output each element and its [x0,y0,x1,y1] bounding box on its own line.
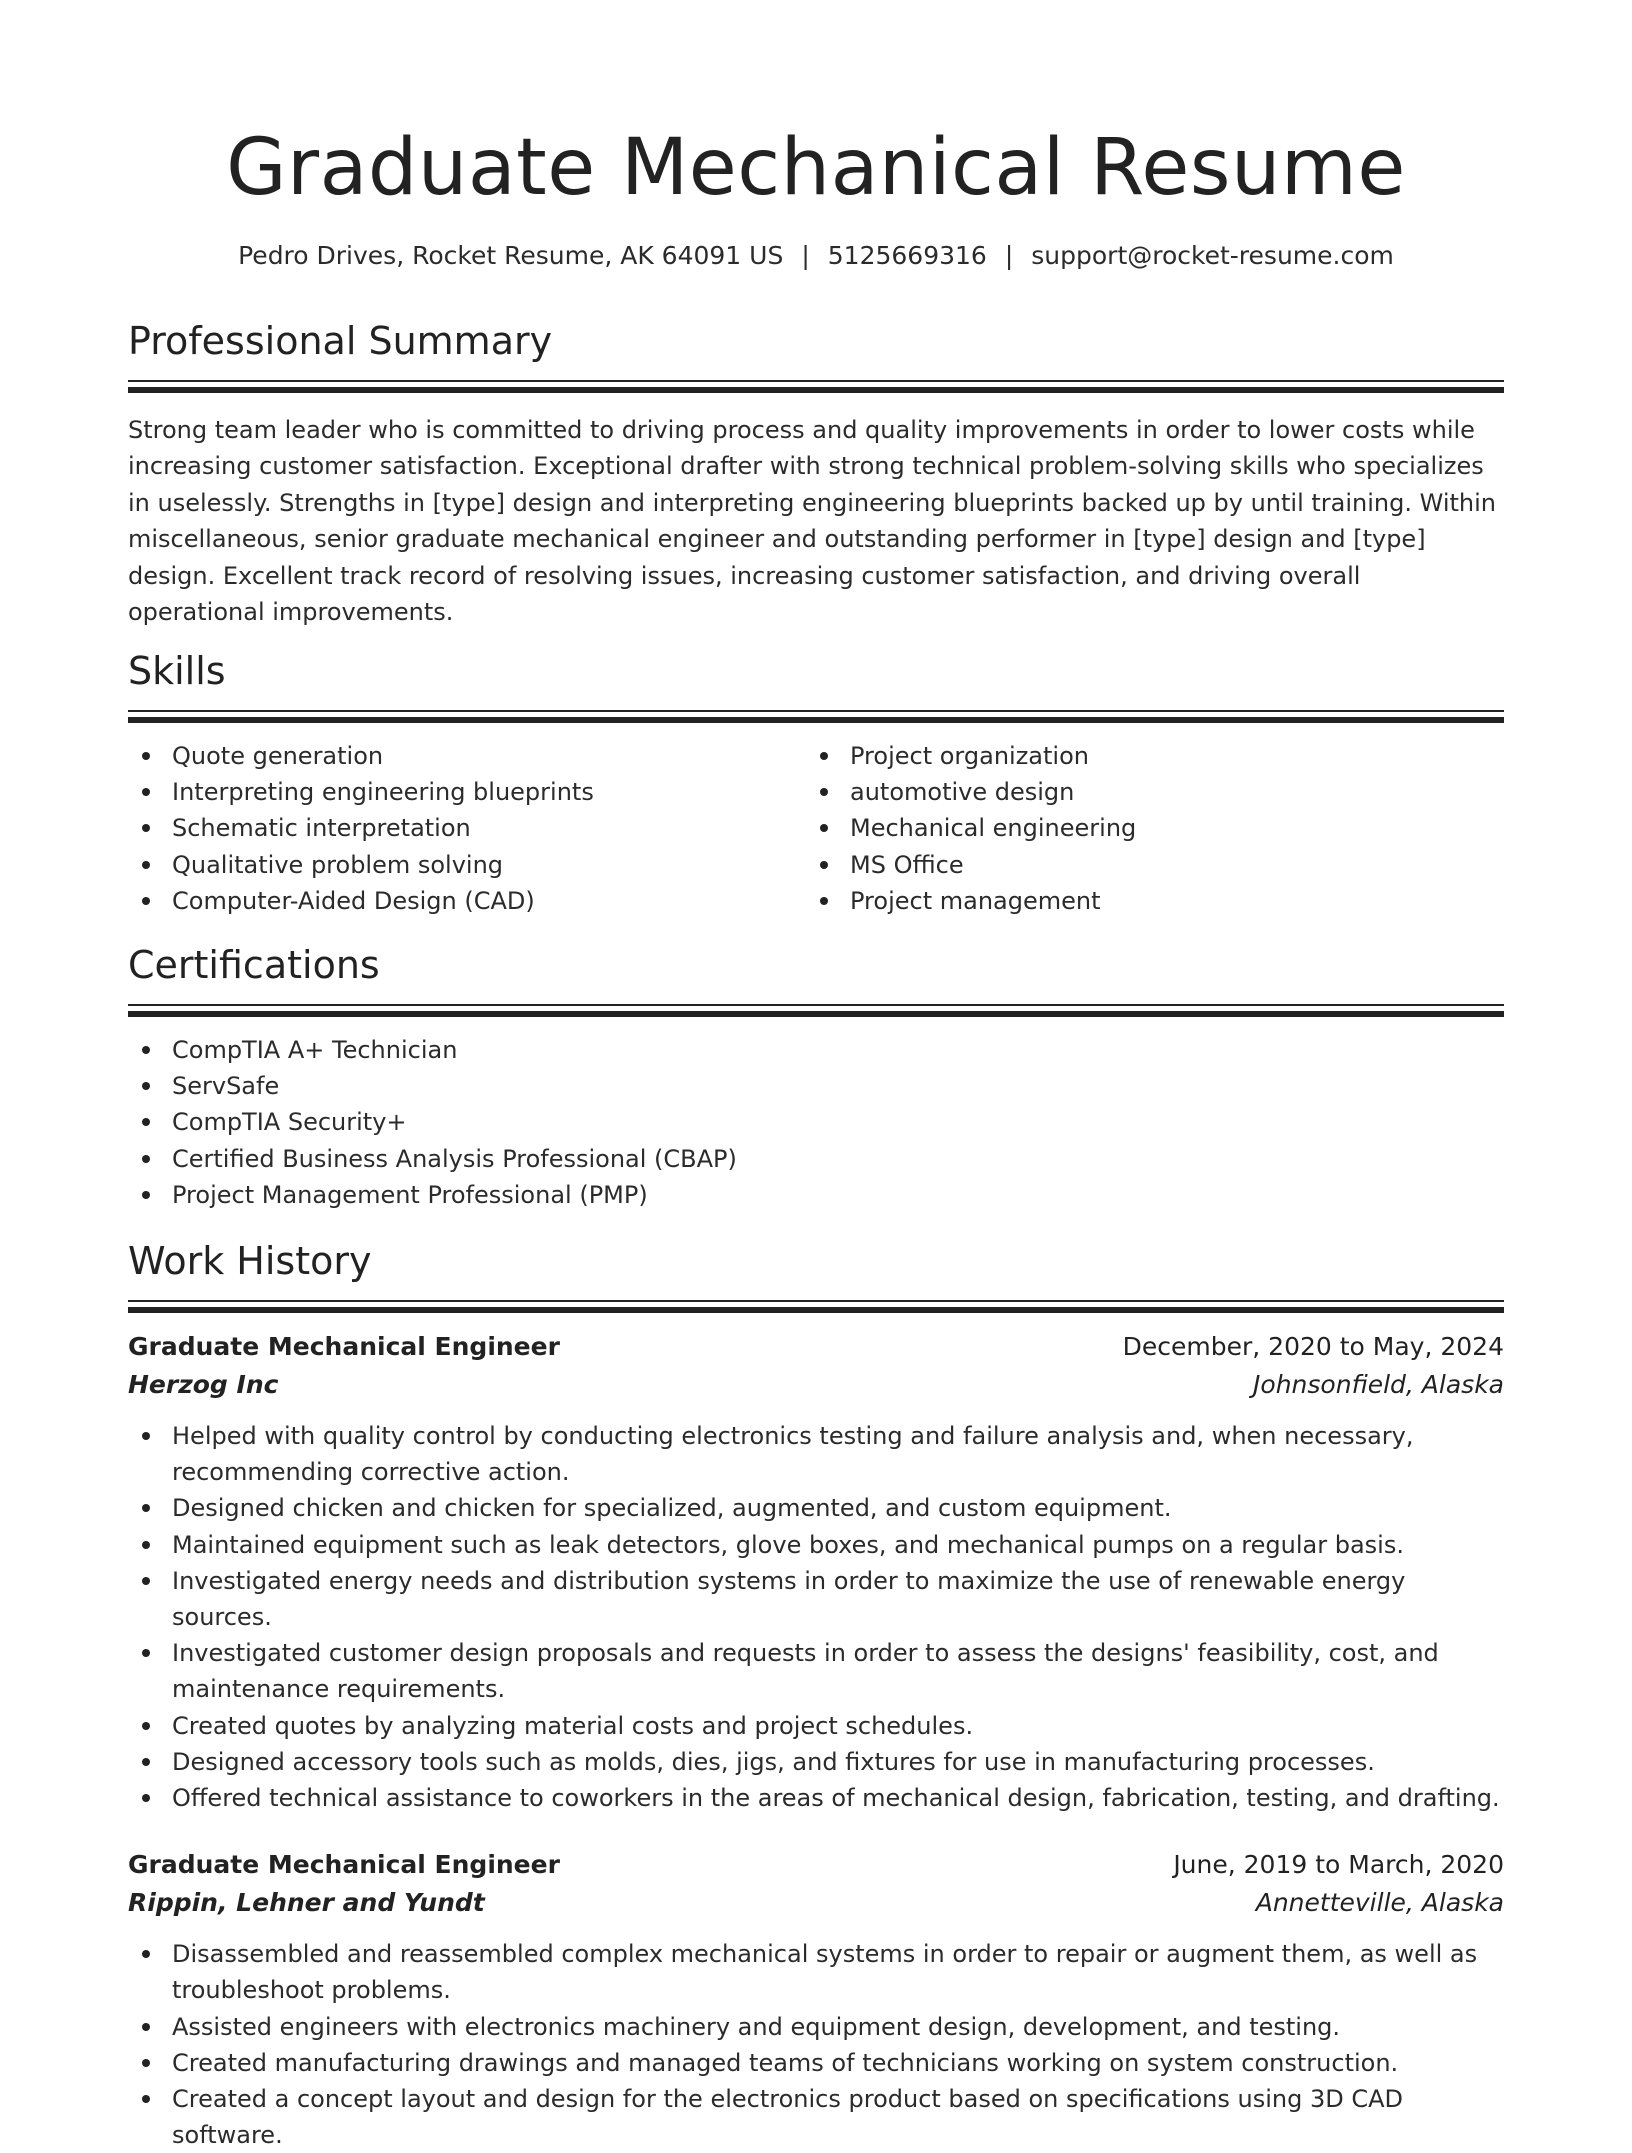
skill-item: Interpreting engineering blueprints [128,774,806,810]
skills-heading: Skills [128,649,226,693]
skills-right-list [806,738,1484,919]
skill-item: Qualitative problem solving [128,847,806,883]
summary-text: Strong team leader who is committed to driving process and quality improvements in order to lower costs while increasing customer satisfaction. Exceptional drafter with strong technical problem-solving skills who specializes in uselessly. Strengths in [type] design and interpreting engineering blueprints backed up by until training. Within miscellaneous, senior graduate mechanical engineer and outstanding performer in [type] design and [type] design. Excellent track record of resolving issues, increasing customer satisfaction, and driving overall operational improvements. [128,416,1496,627]
skill-item: Project organization [806,738,1484,774]
certification-item: ServSafe [128,1068,1504,1104]
job-bullets [128,1418,1504,1816]
certification-item: Project Management Professional (PMP) [128,1177,1504,1213]
certifications-list [128,1032,1504,1213]
job-bullet: Designed accessory tools such as molds, dies, jigs, and fixtures for use in manufacturing processes. [128,1744,1504,1780]
skill-item: automotive design [806,774,1484,810]
job-bullet: Offered technical assistance to coworkers in the areas of mechanical design, fabrication, testing, and drafting. [128,1780,1504,1816]
contact-email: support@rocket-resume.com [1031,241,1394,270]
job-header-row [128,1328,1504,1366]
summary-section [128,316,1504,630]
skill-item: Project management [806,883,1484,919]
skill-item: Mechanical engineering [806,810,1484,846]
job-bullet: Created manufacturing drawings and managed teams of technicians working on system construction. [128,2045,1504,2081]
job-header-row [128,1846,1504,1884]
job-bullet: Created a concept layout and design for the electronics product based on specifications using 3D CAD software. [128,2081,1504,2153]
summary-heading: Professional Summary [128,319,553,363]
certification-item: CompTIA Security+ [128,1104,1504,1140]
job-company: Rippin, Lehner and Yundt [128,1888,485,1918]
job-dates: June, 2019 to March, 2020 [1173,1850,1504,1880]
skill-item: Computer-Aided Design (CAD) [128,883,806,919]
job-bullet: Designed chicken and chicken for specialized, augmented, and custom equipment. [128,1490,1504,1526]
job-location: Annetteville, Alaska [1255,1888,1504,1918]
job-subheader-row [128,1884,1504,1922]
certifications-section [128,940,1504,1213]
job-title: Graduate Mechanical Engineer [128,1332,560,1361]
job-bullet: Helped with quality control by conducting electronics testing and failure analysis and, when necessary, recommending corrective action. [128,1418,1504,1490]
skill-item: MS Office [806,847,1484,883]
job-bullet: Created quotes by analyzing material costs and project schedules. [128,1708,1504,1744]
job-entry [128,1328,1504,1816]
job-location: Johnsonfield, Alaska [1253,1370,1504,1399]
job-title: Graduate Mechanical Engineer [128,1850,560,1880]
skill-item: Quote generation [128,738,806,774]
work-history-section [128,1236,1504,2153]
skills-columns [128,738,1504,919]
job-entry [128,1846,1504,2153]
job-bullet: Assisted engineers with electronics machinery and equipment design, development, and testing. [128,2009,1504,2045]
section-divider [128,1300,1504,1314]
job-bullet: Investigated energy needs and distribution systems in order to maximize the use of renewable energy sources. [128,1563,1504,1635]
job-bullet: Maintained equipment such as leak detectors, glove boxes, and mechanical pumps on a regular basis. [128,1527,1504,1563]
skill-item: Schematic interpretation [128,810,806,846]
certification-item: Certified Business Analysis Professional (CBAP) [128,1141,1504,1177]
contact-line [0,238,1632,274]
job-bullets [128,1936,1504,2153]
contact-phone: 5125669316 [827,241,987,270]
section-divider [128,710,1504,724]
section-divider [128,1004,1504,1018]
skills-left-list [128,738,806,919]
job-company: Herzog Inc [128,1370,279,1399]
job-dates: December, 2020 to May, 2024 [1122,1332,1504,1361]
job-bullet: Investigated customer design proposals and requests in order to assess the designs' feasibility, cost, and maintenance requirements. [128,1635,1504,1707]
certification-item: CompTIA A+ Technician [128,1032,1504,1068]
contact-separator: | [1004,241,1014,270]
contact-separator: | [801,241,810,270]
resume-title: Graduate Mechanical Resume [226,123,1406,213]
job-subheader-row [128,1366,1504,1404]
certifications-heading: Certifications [128,943,380,987]
work-history-heading: Work History [128,1239,372,1283]
skills-section [128,646,1504,919]
job-bullet: Disassembled and reassembled complex mechanical systems in order to repair or augment them, as well as troubleshoot problems. [128,1936,1504,2008]
section-divider [128,380,1504,394]
contact-address: Pedro Drives, Rocket Resume, AK 64091 US [238,241,784,270]
